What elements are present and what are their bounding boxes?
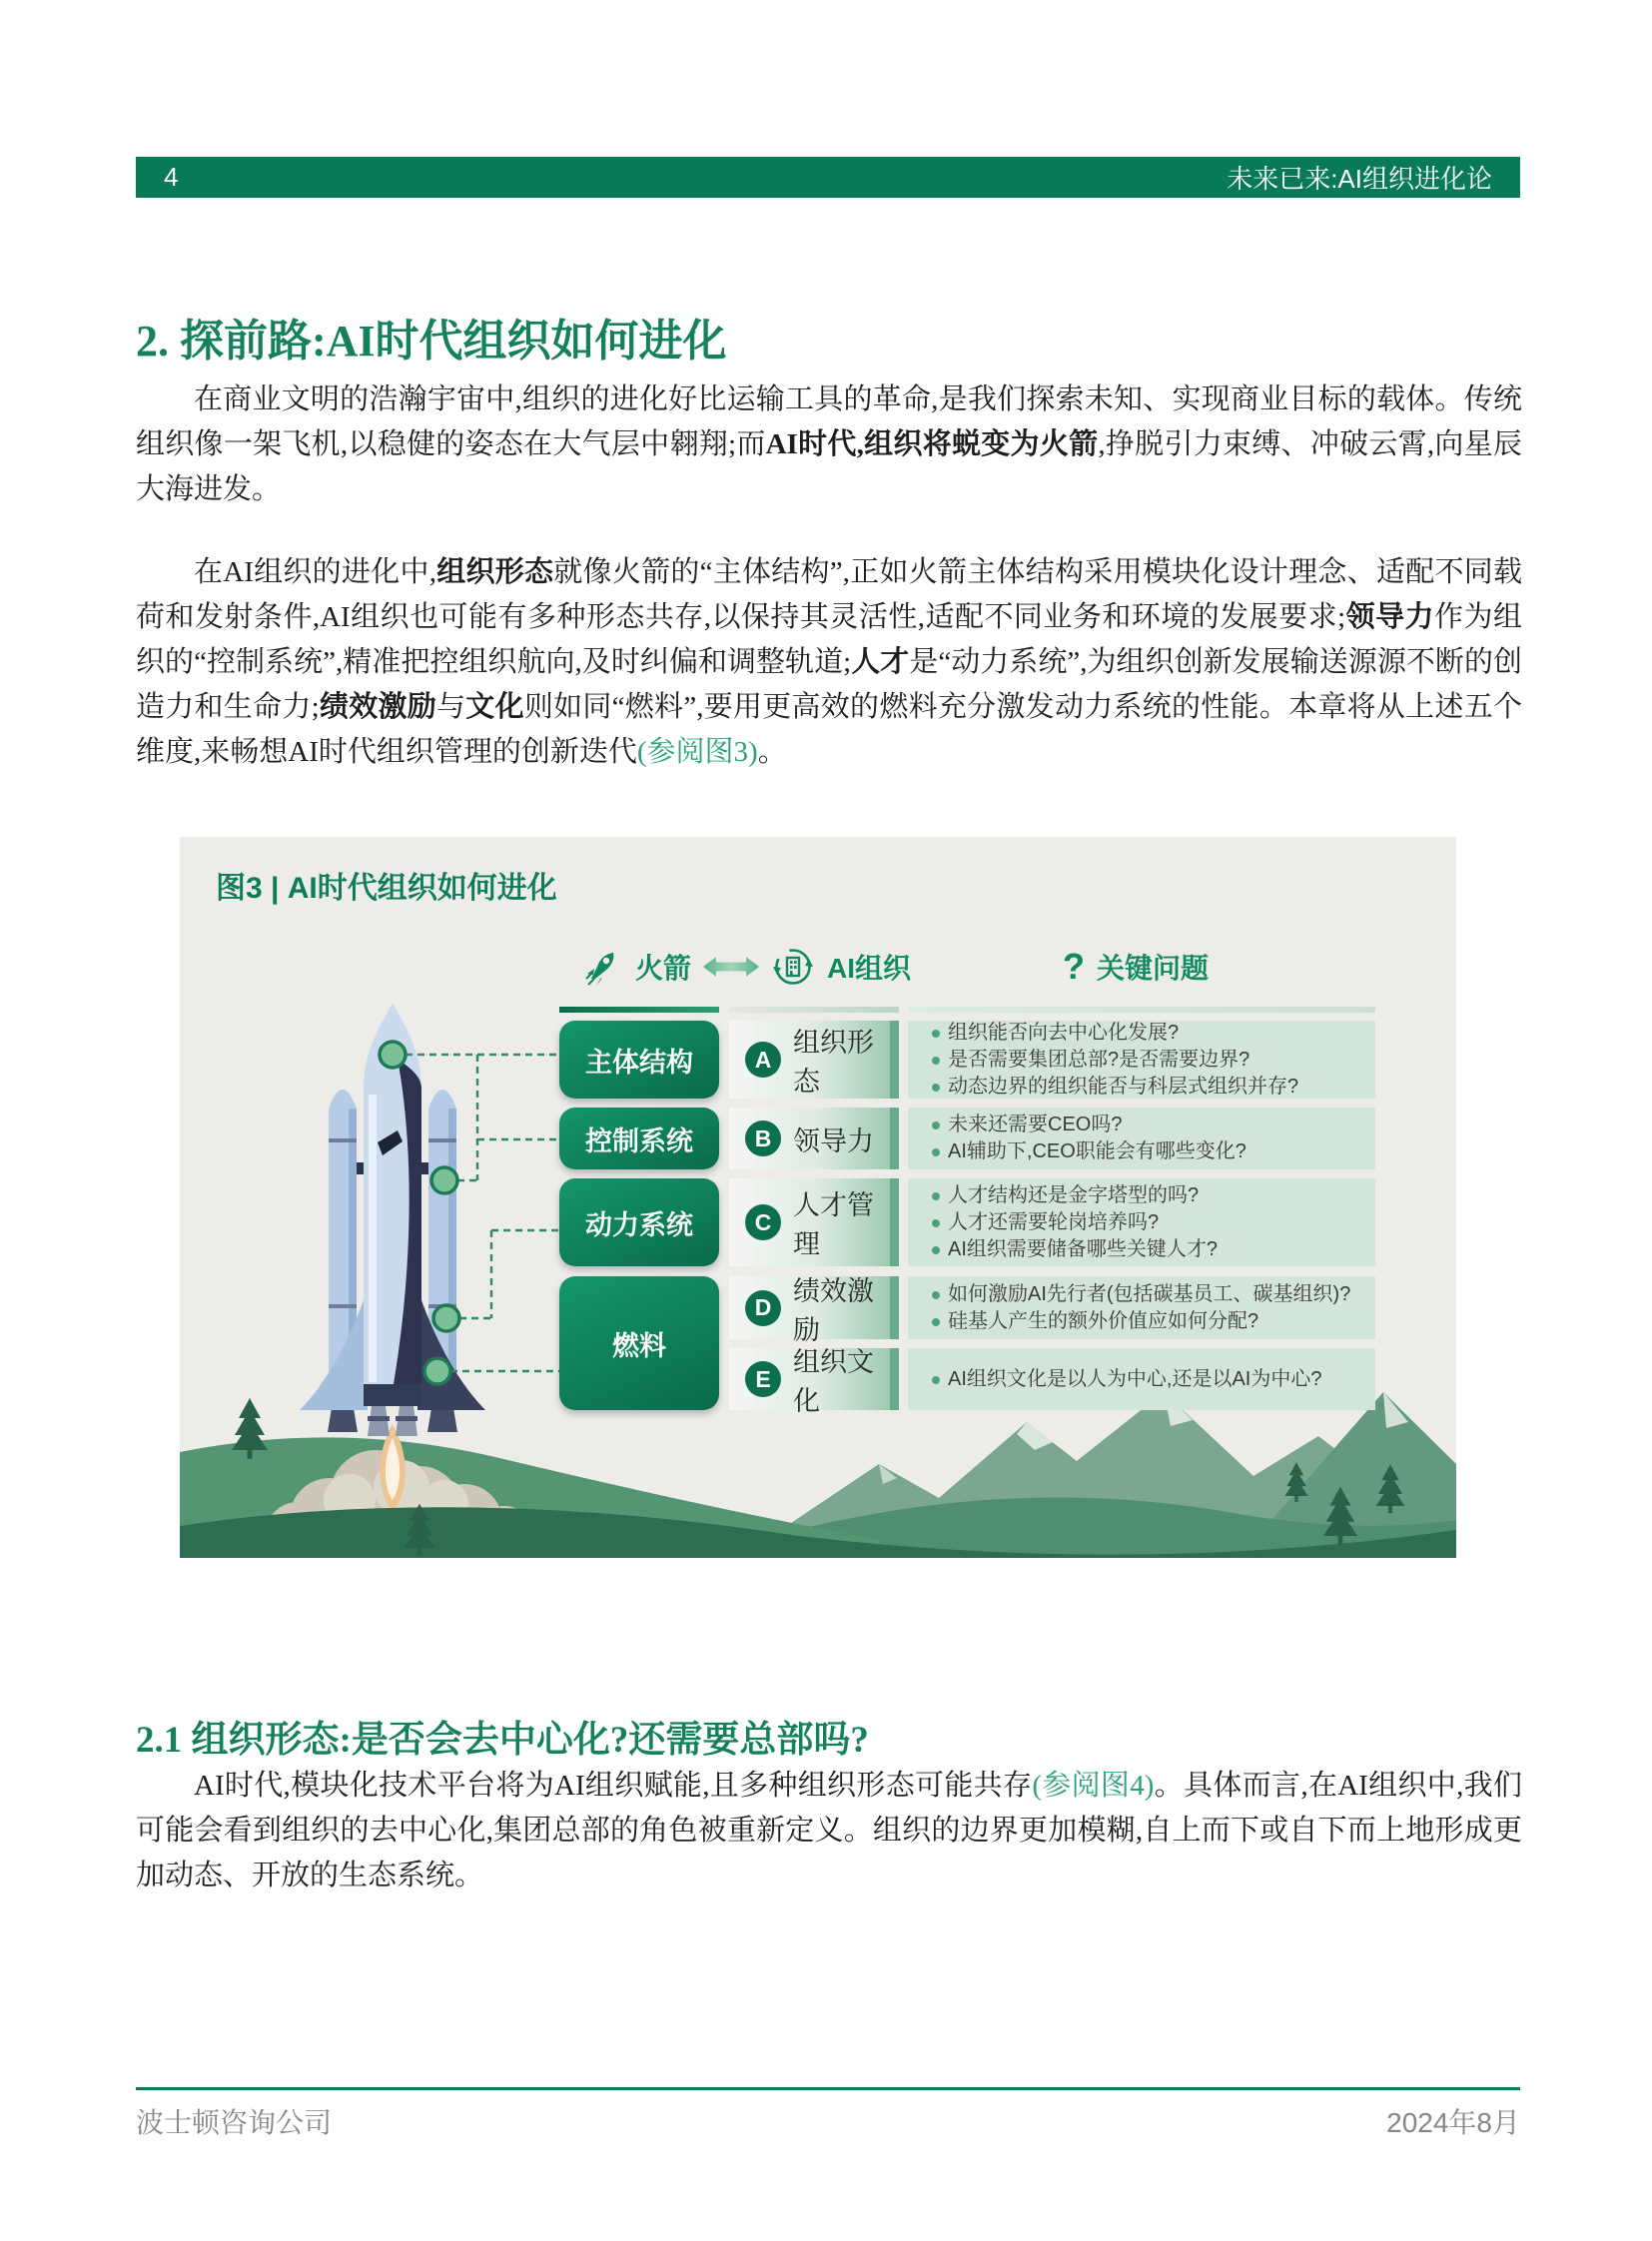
dimension-badge: D (745, 1290, 781, 1326)
paragraph-bold-text: 人才 (851, 646, 910, 678)
rocket-part-button-body: 主体结构 (559, 1021, 719, 1099)
section-2-1-title: 2.1 组织形态:是否会去中心化?还需要总部吗? (136, 1719, 869, 1761)
legend-questions-label: 关键问题 (1097, 953, 1210, 984)
dimension-label: 组织文化 (793, 1347, 874, 1416)
paragraph-text: 。 (757, 736, 787, 768)
question-item: 是否需要集团总部?是否需要边界? (932, 1047, 1365, 1074)
question-item: 组织能否向去中心化发展? (932, 1020, 1365, 1047)
figure-3-reference-link[interactable]: (参阅图3) (636, 736, 758, 768)
figure-3 (180, 837, 1456, 1558)
paragraph-text: 就像火箭的“主体结构”,正如火箭主体结构采用模块化设计理念、适配不同载荷和发射条件,AI组织也可能有多种形态共存,以保持其灵活性,适配不同业务和环境的发展要求; (136, 556, 1522, 633)
column-separator-bar (559, 1007, 719, 1013)
section-2-title: 2. 探前路:AI时代组织如何进化 (136, 317, 727, 367)
footer-company: 波士顿咨询公司 (136, 2107, 333, 2138)
footer-rule (136, 2087, 1520, 2090)
paragraph-text: 在商业文明的浩瀚宇宙中,组织的进化好比运输工具的革命,是我们探索未知、实现商业目标的载体。传统组织像一架飞机,以稳健的姿态在大气层中翱翔;而 (136, 383, 1522, 460)
question-item: 硅基人产生的额外价值应如何分配? (932, 1308, 1365, 1335)
question-item: AI辅助下,CEO职能会有哪些变化? (932, 1138, 1365, 1165)
paragraph-text: 。具体而言,在AI组织中,我们可能会看到组织的去中心化,集团总部的角色被重新定义。组织的边界更加模糊,自上而下或自下而上地形成更加动态、开放的生态系统。 (136, 1770, 1523, 1891)
rocket-icon (583, 947, 623, 987)
dimension-cell-org-form (729, 1021, 899, 1099)
question-list (908, 1277, 1375, 1339)
figure-4-reference-link[interactable]: (参阅图4) (1032, 1770, 1155, 1802)
paragraph-bold-text: 文化 (465, 691, 524, 723)
dimension-label: 领导力 (793, 1125, 874, 1156)
paragraph-2 (136, 550, 1522, 775)
paragraph-text: 作为组织的“控制系统”,精准把控组织航向,及时纠偏和调整轨道; (136, 601, 1522, 678)
question-item: 动态边界的组织能否与科层式组织并存? (932, 1074, 1365, 1101)
paragraph-text: 则如同“燃料”,要用更高效的燃料充分激发动力系统的性能。本章将从上述五个维度,来畅想AI时代组织管理的创新迭代 (136, 691, 1522, 768)
page-footer (136, 2101, 1520, 2141)
question-item: AI组织需要储备哪些关键人才? (932, 1236, 1365, 1263)
dimension-cell-leadership (729, 1108, 899, 1169)
figure-legend-left (583, 941, 911, 993)
question-list (908, 1016, 1375, 1105)
building-cycle-icon (771, 945, 815, 989)
question-cell (908, 1178, 1375, 1266)
paragraph-text: AI时代,模块化技术平台将为AI组织赋能,且多种组织形态可能共存 (194, 1770, 1033, 1802)
question-cell (908, 1021, 1375, 1099)
question-item: 人才结构还是金字塔型的吗? (932, 1182, 1365, 1209)
header-title: 未来已来:AI组织进化论 (1227, 164, 1492, 194)
dimension-label: 人才管理 (793, 1190, 874, 1259)
question-item: AI组织文化是以人为中心,还是以AI为中心? (932, 1366, 1365, 1393)
rocket-part-button-power: 动力系统 (559, 1178, 719, 1266)
paragraph-text: 是“动力系统”,为组织创新发展输送源源不断的创造力和生命力; (136, 646, 1522, 723)
column-separator-bar (908, 1007, 1375, 1013)
paragraph-bold-text: 组织形态 (435, 556, 554, 588)
paragraph-text: ,挣脱引力束缚、冲破云霄,向星辰大海进发。 (136, 428, 1522, 505)
column-separator-bar (729, 1007, 899, 1013)
page-number: 4 (164, 162, 179, 192)
question-cell (908, 1108, 1375, 1169)
dimension-badge: E (745, 1361, 781, 1397)
rocket-part-button-fuel: 燃料 (559, 1276, 719, 1410)
paragraph-1 (136, 377, 1522, 512)
dimension-badge: B (745, 1120, 781, 1156)
figure-legend-right (1063, 941, 1209, 993)
question-item: 人才还需要轮岗培养吗? (932, 1209, 1365, 1236)
legend-rocket-label: 火箭 (635, 953, 692, 984)
dimension-badge: C (745, 1204, 781, 1240)
page-header-bar (136, 157, 1520, 198)
question-list (908, 1362, 1375, 1397)
question-item: 如何激励AI先行者(包括碳基员工、碳基组织)? (932, 1281, 1365, 1308)
question-cell (908, 1348, 1375, 1410)
rocket-part-button-control: 控制系统 (559, 1108, 719, 1169)
paragraph-bold-text: 绩效激励 (319, 691, 437, 723)
paragraph-3 (136, 1764, 1522, 1898)
question-list (908, 1108, 1375, 1169)
dimension-label: 组织形态 (793, 1028, 874, 1097)
dimension-badge: A (745, 1042, 781, 1078)
paragraph-bold-text: 领导力 (1345, 601, 1435, 633)
footer-date: 2024年8月 (1386, 2107, 1520, 2138)
legend-org-label: AI组织 (827, 953, 912, 984)
double-arrow-icon (703, 954, 759, 980)
dimension-label: 绩效激励 (793, 1275, 874, 1345)
paragraph-bold-text: AI时代,组织将蜕变为火箭 (765, 428, 1099, 460)
dimension-cell-talent (729, 1178, 899, 1266)
question-list (908, 1178, 1375, 1267)
question-mark-icon: ? (1063, 946, 1085, 987)
pine-tree (232, 1398, 268, 1459)
question-cell (908, 1276, 1375, 1339)
dimension-cell-culture (729, 1347, 899, 1416)
question-item: 未来还需要CEO吗? (932, 1112, 1365, 1138)
paragraph-text: 在AI组织的进化中, (194, 556, 436, 588)
paragraph-text: 与 (436, 691, 466, 723)
dimension-cell-incentive (729, 1275, 899, 1345)
figure-3-title: 图3 | AI时代组织如何进化 (216, 872, 557, 905)
